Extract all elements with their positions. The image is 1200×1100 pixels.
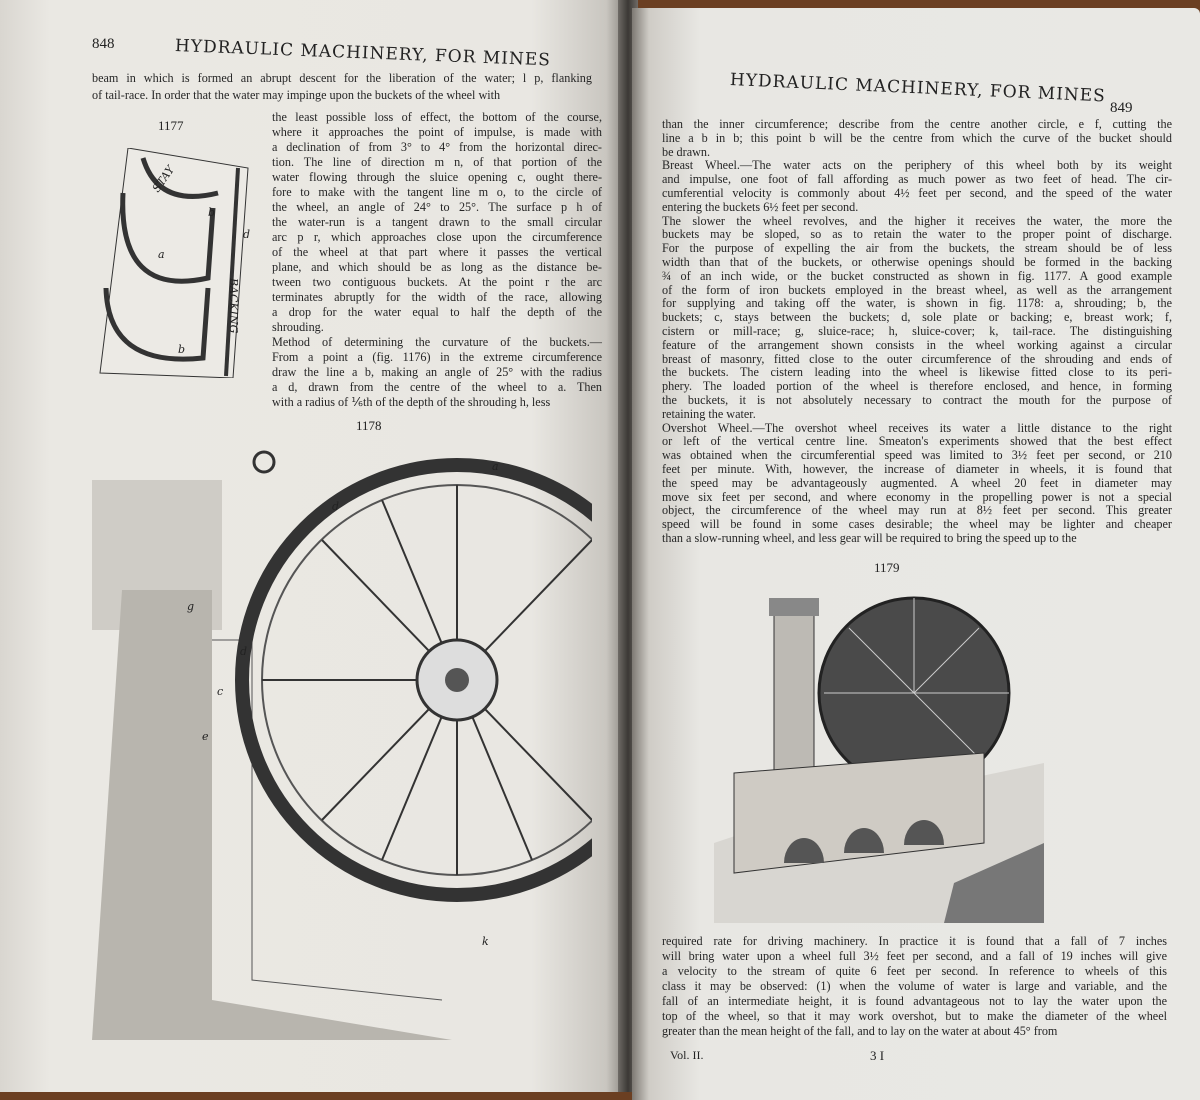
text-line: ¾ of an inch wide, or the bucket constructed as shown in fig. 1177. A good example bbox=[662, 268, 1172, 283]
text-line: phery. The loaded portion of the wheel is therefore enclosed, and hence, in forming bbox=[662, 379, 1172, 394]
text-line: the buckets, it is not absolutely necessary to contract the mouth for the purpose of bbox=[662, 392, 1172, 407]
text-line: Method of determining the curvature of the buckets.— bbox=[272, 335, 602, 349]
figure-number: 1178 bbox=[356, 418, 382, 433]
text-line: than a slow-running wheel, and less gear will be required to bring the speed up to the bbox=[662, 530, 1077, 545]
text-line: draw the line a b, making an angle of 25° with the radius bbox=[272, 365, 602, 379]
intro-text bbox=[92, 70, 592, 104]
text-line: greater than the mean height of the fall, and to lay on the water at about 45° from bbox=[662, 1024, 1058, 1038]
text-line: of the wheel at that part where it passes the vertical bbox=[272, 245, 602, 259]
text-line: top of the wheel, so that it may work overshot, but to make the diameter of the wheel bbox=[662, 1009, 1167, 1023]
text-line: of tail-race. In order that the water may impinge upon the buckets of the wheel with bbox=[92, 88, 501, 102]
text-line: buckets may be sloped, so as to retain the water to the proper point of discharge. bbox=[662, 227, 1172, 242]
text-line: a declination of from 3° to 4° from the horizontal direc- bbox=[272, 140, 602, 154]
text-line: Overshot Wheel.—The overshot wheel receives its water a little distance to the right bbox=[662, 420, 1172, 435]
figure-1178-breast-wheel bbox=[92, 440, 592, 1040]
svg-text:b: b bbox=[208, 206, 216, 219]
text-line: The slower the wheel revolves, and the higher it receives the water, the more the bbox=[662, 213, 1172, 228]
svg-text:d: d bbox=[243, 228, 251, 241]
text-line: feature of the arrangement shown consists in the wheel working against a circular bbox=[662, 337, 1172, 352]
figure-1179-overshot-wheel-engraving bbox=[714, 583, 1044, 923]
text-line: retaining the water. bbox=[662, 406, 756, 421]
text-line: for supplying and taking off the water, is shown in fig. 1178: a, shrouding; b, the bbox=[662, 296, 1172, 311]
text-line: than the inner circumference; describe from the centre another circle, e f, cutting the bbox=[662, 117, 1172, 131]
text-line: terminates abruptly for the width of the race, allowing bbox=[272, 290, 602, 304]
volume-label: Vol. II. bbox=[670, 1048, 704, 1062]
text-line: was obtained when the circumferential speed was limited to 3½ feet per second, or 210 bbox=[662, 448, 1172, 463]
text-line: For the purpose of expelling the air from the buckets, the stream should be of less bbox=[662, 241, 1172, 256]
running-head: HYDRAULIC MACHINERY, FOR MINES bbox=[174, 36, 552, 71]
text-line: the water-run is a tangent drawn to the small circular bbox=[272, 215, 602, 229]
text-line: cumferential velocity is commonly about 4½ feet per second, and the speed of the water bbox=[662, 185, 1172, 200]
page-number: 849 bbox=[1110, 100, 1133, 116]
text-line: feet per minute. With, however, the increase of diameter in wheels, it is found that bbox=[662, 461, 1172, 476]
svg-text:g: g bbox=[187, 600, 195, 613]
text-line: buckets; c, stays between the buckets; d, sole plate or backing; e, breast work; f, bbox=[662, 310, 1172, 325]
svg-text:c: c bbox=[217, 685, 224, 698]
text-line: shrouding. bbox=[272, 320, 324, 334]
text-line: entering the buckets 6½ feet per second. bbox=[662, 199, 859, 214]
text-line: beam in which is formed an abrupt descent for the liberation of the water; l p, flanking bbox=[92, 71, 592, 85]
text-line: with a radius of ⅙th of the depth of the shrouding h, less bbox=[272, 395, 551, 409]
text-line: breast of masonry, fitted close to the outer circumference of the shrouding and ends of bbox=[662, 351, 1172, 366]
bottom-text bbox=[662, 934, 1167, 1039]
text-line: object, the circumference of the wheel may run at 8½ feet per second. This greater bbox=[662, 503, 1172, 518]
text-line: speed will be found in some cases desirable; the wheel may be lighter and cheaper bbox=[662, 517, 1172, 532]
text-line: or left of the vertical centre line. Smeaton's experiments showed that the best effect bbox=[662, 434, 1172, 449]
figure-number: 1179 bbox=[874, 560, 900, 575]
text-line: of the form of iron buckets employed in the breast wheel, as well as the arrangement bbox=[662, 282, 1172, 297]
text-line: Breast Wheel.—The water acts on the periphery of this wheel both by its weight bbox=[662, 158, 1172, 173]
page-number: 848 bbox=[92, 36, 115, 52]
svg-text:e: e bbox=[202, 730, 209, 743]
svg-text:d: d bbox=[240, 645, 248, 658]
svg-text:b: b bbox=[178, 343, 186, 356]
svg-text:a: a bbox=[492, 460, 499, 473]
body-text bbox=[662, 118, 1172, 546]
text-line: width than that of the buckets, or otherwise openings should be formed in the backing bbox=[662, 254, 1172, 269]
svg-text:d: d bbox=[332, 500, 340, 513]
running-head: HYDRAULIC MACHINERY, FOR MINES bbox=[729, 70, 1107, 107]
svg-text:k: k bbox=[482, 935, 489, 948]
text-line: and impulse, one foot of fall affording as much power as two feet of head. The cir- bbox=[662, 172, 1172, 187]
text-line: will bring water upon a wheel full 3½ feet per second, and a fall of 19 inches will give bbox=[662, 949, 1167, 963]
text-line: arc p r, which approaches close upon the circumference bbox=[272, 230, 602, 244]
text-line: required rate for driving machinery. In practice it is found that a fall of 7 inches bbox=[662, 934, 1167, 948]
text-line: the least possible loss of effect, the bottom of the course, bbox=[272, 110, 602, 124]
figure-number: 1177 bbox=[158, 118, 184, 133]
text-line: move six feet per second, and where economy in the propelling power is not a special bbox=[662, 489, 1172, 504]
text-line: tion. The line of direction m n, of that portion of the bbox=[272, 155, 602, 169]
text-line: the speed may be advantageously augmented. A wheel 20 feet in diameter may bbox=[662, 475, 1172, 490]
signature-mark: 3 I bbox=[870, 1048, 885, 1063]
text-line: be drawn. bbox=[662, 144, 711, 159]
text-line: a d, drawn from the centre of the wheel to a. Then bbox=[272, 380, 602, 394]
text-line: class it may be observed: (1) when the volume of water is large and variable, and the bbox=[662, 979, 1167, 993]
text-line: fall of an intermediate height, it is found advantageous not to lay the water upon the bbox=[662, 994, 1167, 1008]
svg-text:STAY: STAY bbox=[149, 163, 178, 195]
text-line: the wheel, an angle of 24° to 25°. The surface p h of bbox=[272, 200, 602, 214]
text-line: fore to make with the tangent line m o, to the circle of bbox=[272, 185, 602, 199]
svg-text:a: a bbox=[158, 248, 165, 261]
text-line: where it approaches the point of impulse, is made with bbox=[272, 125, 602, 139]
figure-1177-bucket-diagram bbox=[98, 148, 258, 378]
right-page bbox=[632, 8, 1200, 1100]
text-line: a drop for the water equal to half the depth of the bbox=[272, 305, 602, 319]
column-text bbox=[272, 110, 602, 410]
text-line: plane, and which should be as long as the distance be- bbox=[272, 260, 602, 274]
text-line: tween two contiguous buckets. At the point r the arc bbox=[272, 275, 602, 289]
text-line: the buckets. The cistern leading into the wheel is likewise fitted close to its peri- bbox=[662, 365, 1172, 380]
text-line: water flowing through the sluice opening c, ought there- bbox=[272, 170, 602, 184]
text-line: From a point a (fig. 1176) in the extreme circumference bbox=[272, 350, 602, 364]
text-line: a velocity to the stream of quite 6 feet per second. In reference to wheels of this bbox=[662, 964, 1167, 978]
text-line: cistern or mill-race; g, sluice-race; h, sluice-cover; k, tail-race. The distinguishing bbox=[662, 323, 1172, 338]
text-line: line a b in b; this point b will be the centre from which the curve of the bucket should bbox=[662, 130, 1172, 145]
svg-text:BACKING: BACKING bbox=[227, 278, 240, 334]
